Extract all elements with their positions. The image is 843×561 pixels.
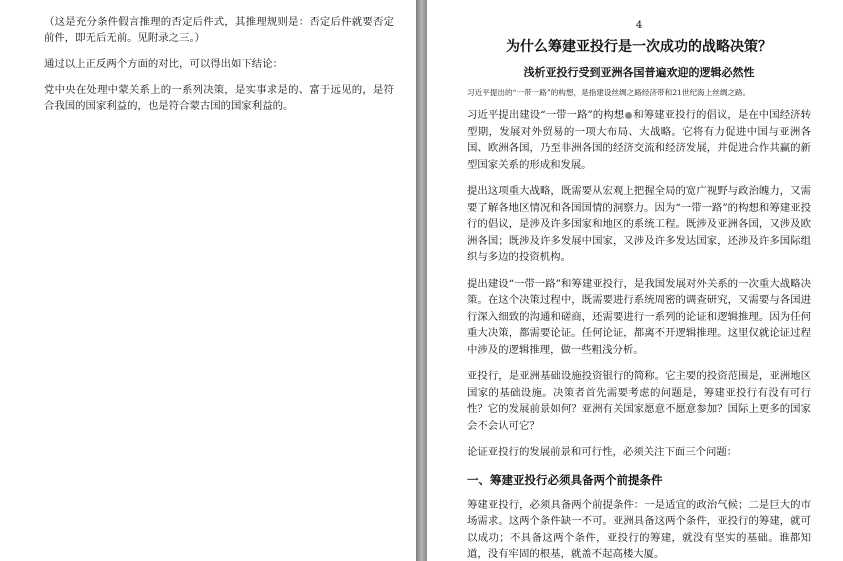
article-caption: 习近平提出的“一带一路”的构想，是指建设丝绸之路经济带和21世纪海上丝绸之路。 xyxy=(467,88,751,97)
body-paragraph-2: 提出建设“一带一路”和筹建亚投行，是我国发展对外关系的一次重大战略决策。在这个决策过程中，既需要进行系统周密的调查研究，又需要与各国进行深入细致的沟通和磋商，还需要进行一系列的论证和逻辑推理。因为任何重大决策，都需要论证。任何论证，都离不开逻辑推理。这里仅就论证过程中涉及的逻辑推理，做一些粗浅分析。 xyxy=(467,277,811,356)
left-page xyxy=(0,0,416,561)
article-subtitle: 浅析亚投行受到亚洲各国普遍欢迎的逻辑必然性 xyxy=(523,66,755,79)
left-paragraph-3: 党中央在处理中蒙关系上的一系列决策，是实事求是的、富于远见的，是符合我国的国家利益的，也是符合蒙古国的国家利益的。 xyxy=(44,84,394,112)
left-paragraph-1: （这是充分条件假言推理的否定后件式，其推理规则是：否定后件就要否定前件，即无后无前。见附录之三。） xyxy=(44,16,394,44)
body-paragraph-1: 提出这项重大战略，既需要从宏观上把握全局的宽广视野与政治魄力，又需要了解各地区情况和各国国情的洞察力。因为“一带一路”的构想和筹建亚投行的倡议，是涉及许多国家和地区的系统工程。既涉及亚洲各国，又涉及欧洲各国；既涉及许多发展中国家，又涉及许多发达国家，还涉及许多国际组织与多边的投资机构。 xyxy=(467,185,811,263)
body-paragraph-4: 论证亚投行的发展前景和可行性，必须关注下面三个问题： xyxy=(467,446,738,458)
intro-text-end: 和筹建亚投行的倡议，是在中国经济转型期，发展对外贸易的一项大布局、大战略。它将有力促进中国与亚洲各国、欧洲各国，乃至非洲各国的经济交流和经济发展，并促进合作共赢的新型国家关系的形成和发展。 xyxy=(467,109,812,171)
article-title: 为什么筹建亚投行是一次成功的战略决策？ xyxy=(506,39,772,55)
page-gutter xyxy=(416,0,427,561)
body-paragraph-3: 亚投行，是亚洲基础设施投资银行的简称。它主要的投资范围是，亚洲地区国家的基础设施。决策者首先需要考虑的问题是，筹建亚投行有没有可行性？它的发展前景如何？亚洲有关国家愿意不愿意参加？国际上更多的国家会不会认可它？ xyxy=(467,370,811,432)
section-paragraph: 筹建亚投行，必须具备两个前提条件：一是适宜的政治气候；二是巨大的市场需求。这两个条件缺一不可。亚洲具备这两个条件，亚投行的筹建，就可以成功；不具备这两个条件，亚投行的筹建，就没有坚实的基础。谁都知道，没有牢固的根基，就盖不起高楼大厦。 xyxy=(467,498,811,560)
right-page xyxy=(427,0,843,561)
intro-paragraph xyxy=(467,107,811,173)
section-heading: 一、筹建亚投行必须具备两个前提条件 xyxy=(467,472,663,487)
left-paragraph-2: 通过以上正反两个方面的对比，可以得出如下结论： xyxy=(44,58,283,70)
page-number: 4 xyxy=(635,20,643,31)
annotation-marker-icon[interactable] xyxy=(625,112,632,119)
intro-text-start: 习近平提出建设“一带一路”的构想 xyxy=(467,109,625,121)
